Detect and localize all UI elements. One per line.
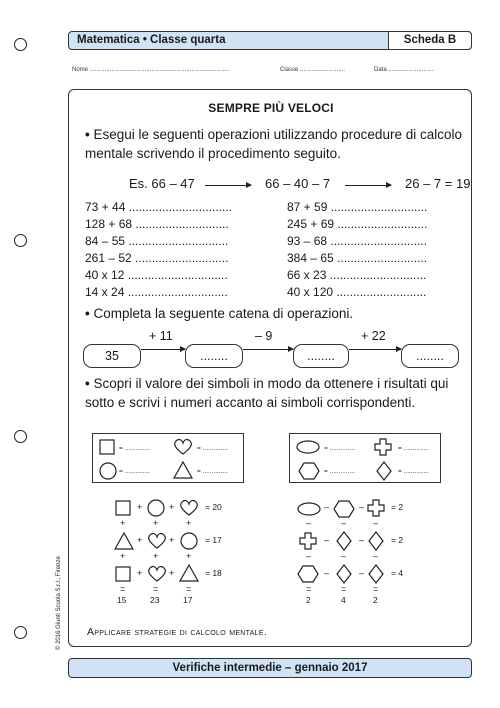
instruction-3: • Scopri il valore dei simboli in modo da ottenere i risultati qui sotto e scrivi i numeri accanto ai simboli corrispondenti.: [85, 376, 449, 410]
row-result-1: = 20: [205, 502, 222, 512]
cross-value-field[interactable]: = ..............: [398, 445, 429, 452]
triangle-icon: [114, 532, 134, 550]
col-result-r3: 2: [373, 595, 378, 605]
binder-hole: [14, 430, 27, 443]
square-icon: [115, 500, 131, 516]
diamond-icon: [376, 461, 392, 481]
hexagon-icon: [297, 565, 319, 583]
circle-icon: [180, 532, 198, 550]
copyright: © 2016 Giunti Scuola S.r.l., Firenze: [56, 556, 62, 650]
cross-icon: [367, 499, 385, 517]
row-result-r2: = 2: [391, 535, 404, 545]
circle-value-field[interactable]: = ..............: [119, 468, 150, 475]
square-icon: [115, 566, 131, 582]
ellipse-value-field[interactable]: = ..............: [324, 445, 355, 452]
chain-arrow-icon: [243, 349, 293, 350]
square-value-field[interactable]: = ..............: [119, 445, 150, 452]
page-footer: Verifiche intermedie – gennaio 2017: [68, 658, 472, 678]
col-result-2: 23: [150, 595, 160, 605]
diamond-icon: [368, 531, 384, 551]
col-result-1: 15: [117, 595, 127, 605]
exercise-left-5[interactable]: 40 x 12 ..............................: [85, 268, 228, 282]
exercise-right-5[interactable]: 66 x 23 .............................: [287, 268, 427, 282]
binder-hole: [14, 234, 27, 247]
arrow-icon: [205, 185, 251, 186]
diamond-value-field[interactable]: = ..............: [398, 468, 429, 475]
exercise-left-1[interactable]: 73 + 44 ...............................: [85, 200, 233, 214]
heart-icon: [147, 565, 167, 583]
row-result-r1: = 2: [391, 502, 404, 512]
exercise-right-6[interactable]: 40 x 120 ...........................: [287, 285, 427, 299]
page-title: SEMPRE PIÙ VELOCI: [208, 101, 334, 115]
col-result-r1: 2: [306, 595, 311, 605]
chain-arrow-icon: [141, 349, 185, 350]
chain-op-3: + 22: [361, 329, 386, 343]
page-header: [68, 31, 472, 50]
cross-icon: [299, 532, 317, 550]
square-icon: [99, 439, 115, 455]
ellipse-icon: [296, 440, 320, 454]
chain-blank-3[interactable]: ........: [401, 344, 459, 368]
row-result-r3: = 4: [391, 568, 404, 578]
row-result-2: = 17: [205, 535, 222, 545]
worksheet-body: SEMPRE PIÙ VELOCI • Esegui le seguenti operazioni utilizzando procedure di calcolo mentale scrivendo il procedimento seguito. Es. 66 – 47 66 – 40 – 7 26 – 7 = 19 73 + 44 ............................... 128 + 68 ............................ 84 – 55 .............................. 261 – 52 ............................ 40 x 12 .............................. 14 x 24 .............................. 87 + 59 ............................. 245 + 69 ........................... 93 – 68 ............................. 384 – 65 ........................... 66 x 23 ............................. 40 x 120 ........................... • Completa la seguente catena di operazioni. 35 + 11 ........ – 9 ........ + 22 ........ • Scopri il valore dei simboli in modo da ottenere i risultati qui sotto e scrivi i numeri accanto ai simboli corrispondenti. = .............. = .............. = .............. = .............. = .............. = .............. = .............. = .............. + + = 20 + + + + + = 17 + + + + + = 18 = = = 15 23 17 – – = 2 – – – – – = 2 – – – – – = 4 = = = 2 4 2 Applicare strategie di calcolo mentale.: [68, 89, 472, 647]
exercise-right-3[interactable]: 93 – 68 .............................: [287, 234, 428, 248]
binder-hole: [14, 626, 27, 639]
instruction-1: • Esegui le seguenti operazioni utilizzando procedure di calcolo mentale scrivendo il procedimento seguito.: [85, 127, 462, 161]
subject-label: Matematica • Classe quarta: [77, 34, 226, 46]
chain-blank-2[interactable]: ........: [293, 344, 349, 368]
cross-icon: [374, 438, 392, 456]
hexagon-icon: [298, 462, 320, 480]
heart-value-field[interactable]: = ..............: [197, 445, 228, 452]
diamond-icon: [368, 564, 384, 584]
exercise-right-4[interactable]: 384 – 65 ...........................: [287, 251, 428, 265]
ellipse-icon: [297, 502, 321, 516]
exercise-right-1[interactable]: 87 + 59 .............................: [287, 200, 428, 214]
heart-icon: [173, 438, 193, 456]
exercise-left-3[interactable]: 84 – 55 ..............................: [85, 234, 229, 248]
heart-icon: [179, 499, 199, 517]
exercise-left-4[interactable]: 261 – 52 ............................: [85, 251, 229, 265]
chain-op-1: + 11: [149, 329, 173, 343]
chain-start-box: 35: [83, 344, 141, 368]
col-result-3: 17: [183, 595, 193, 605]
chain-op-2: – 9: [255, 329, 273, 343]
triangle-value-field[interactable]: = ..............: [197, 468, 228, 475]
name-field[interactable]: Nome ....................................................................................: [72, 67, 230, 73]
example-step-1: Es. 66 – 47: [129, 176, 195, 191]
hexagon-icon: [333, 500, 355, 518]
instruction-2: • Completa la seguente catena di operazioni.: [85, 306, 354, 321]
arrow-icon: [345, 185, 391, 186]
legend-right: [289, 433, 441, 483]
class-field[interactable]: Classe ...........................: [280, 67, 346, 73]
example-step-2: 66 – 40 – 7: [265, 176, 331, 191]
triangle-icon: [179, 564, 199, 582]
legend-left: [92, 433, 244, 483]
col-result-r2: 4: [341, 595, 346, 605]
sheet-badge: Scheda B: [388, 31, 472, 50]
circle-icon: [99, 462, 117, 480]
triangle-icon: [173, 461, 193, 479]
exercise-right-2[interactable]: 245 + 69 ...........................: [287, 217, 428, 231]
circle-icon: [147, 499, 165, 517]
diamond-icon: [336, 564, 352, 584]
hexagon-value-field[interactable]: = ..............: [324, 468, 355, 475]
exercise-left-2[interactable]: 128 + 68 ............................: [85, 217, 229, 231]
row-result-3: = 18: [205, 568, 222, 578]
example-step-3: 26 – 7 = 19: [405, 176, 471, 191]
chain-arrow-icon: [349, 349, 401, 350]
binder-hole: [14, 38, 27, 51]
date-field[interactable]: Data ...........................: [374, 67, 434, 73]
chain-blank-1[interactable]: ........: [185, 344, 243, 368]
heart-icon: [147, 532, 167, 550]
skill-note: Applicare strategie di calcolo mentale.: [87, 626, 268, 638]
exercise-left-6[interactable]: 14 x 24 ..............................: [85, 285, 228, 299]
diamond-icon: [336, 531, 352, 551]
